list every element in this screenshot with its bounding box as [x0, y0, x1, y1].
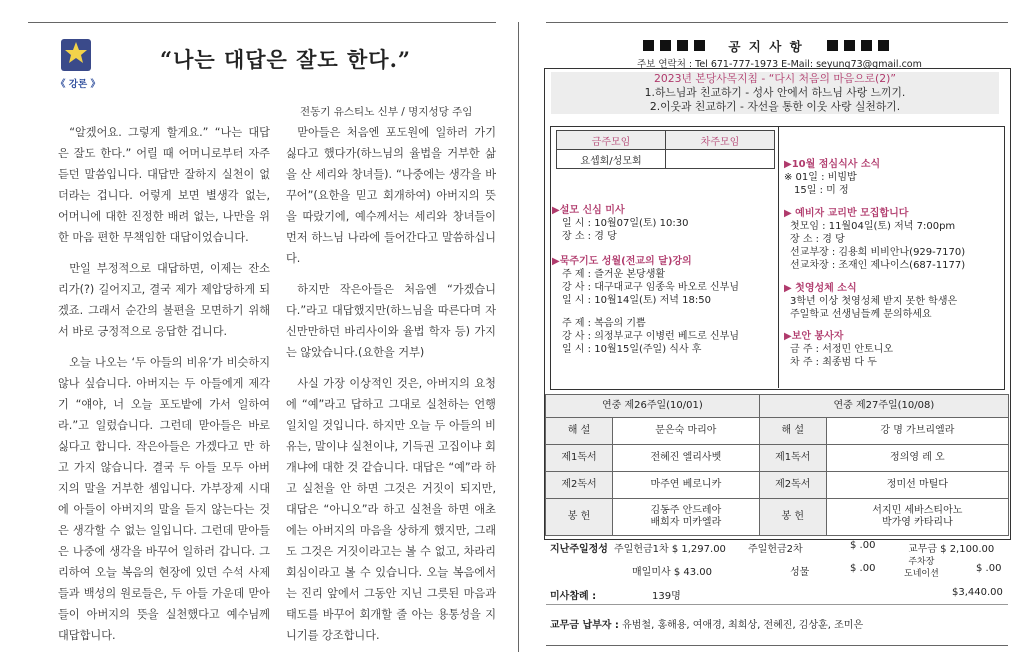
- homily-badge: [56, 38, 100, 90]
- paragraph: 맏아들은 처음엔 포도원에 일하러 가기 싫다고 했다가(하느님의 율법을 거부한 삶을 산 세리와 창녀들). “나중에는 생각을 바꾸어”(요한을 믿고 회개하여) 아버지의 뜻을 따랐기에, 예수께서는 세리와 창녀들이 먼저 하느님 나라에 들어간다고 말씀하십니다.: [286, 126, 496, 265]
- finance-total: $3,440.00: [952, 587, 1003, 598]
- this-week-meeting: 요셉회/성모회: [557, 150, 666, 169]
- paragraph: 오늘 나오는 ‘두 아들의 비유’가 비슷하지 않나 싶습니다. 아버지는 두 아들에게 제각기 “얘야, 너 오늘 포도밭에 가서 일하여라.”고 일렀습니다. 그런데 맏아들은 바로 싫다고 합니다. 작은아들은 가겠다고 만 하고 가지 않습니다. 결국 두 아들 모두 아버지의 말을 거부한 셈입니다. 가부장제 시대에 아들이 아버지의 말을 듣지 않는다는 것은 생각할 수 없는 일입니다. 그런데 맏아들은 나중에 생각을 바꾸어 일하러 갑니다. 그리하여 오늘 복음의 현장에 있던 수석 사제들과 백성의 원로들은, 두 아들 가운데 맏아들이 아버지의 뜻을 실천했다고 예수님께 대답합니다.: [58, 356, 270, 642]
- badge-label: 《 강론 》: [56, 79, 100, 90]
- pastoral-theme: [551, 72, 999, 114]
- row-label: 해 설: [546, 418, 613, 445]
- rosary-row: 강 사 : 의정부교구 이병런 베드로 신부님: [562, 331, 740, 342]
- this-week-meeting-header: 금주모임: [557, 131, 666, 150]
- week1-cell: 마주연 베로니카: [613, 472, 760, 499]
- communion-row: 3학년 이상 첫영성체 받지 못한 학생은: [790, 296, 958, 307]
- bottom-rule-right: [546, 645, 1008, 646]
- next-week-meeting-header: 차주모임: [666, 131, 775, 150]
- lunch-title: ▶10월 점심식사 소식: [784, 159, 881, 170]
- week2-cell: 정미선 마틸다: [826, 472, 1008, 499]
- page-divider: [518, 22, 519, 652]
- notice-title-text: 공 지 사 항: [728, 39, 804, 54]
- row-label: 제1독서: [546, 445, 613, 472]
- table-row: [546, 499, 1009, 536]
- rosary-row: 일 시 : 10월14일(토) 저녁 18:50: [562, 295, 711, 306]
- paragraph: 만일 부정적으로 대답하면, 이제는 잔소리가(?) 길어지고, 결국 제가 제압당하게 되겠죠. 그래서 순간의 불편을 모면하기 위해서 바로 긍정적으로 응답한 겁니다.: [58, 262, 270, 338]
- dues-payers-label: 교무금 납부자 :: [550, 620, 619, 631]
- table-row: [546, 445, 1009, 472]
- star-church-icon: [60, 38, 92, 72]
- announcements-divider: [778, 126, 779, 388]
- row-label: 봉 헌: [546, 499, 613, 536]
- theme-line-1: 2023년 본당사목지침 - “다시 처음의 마음으로(2)”: [654, 72, 896, 85]
- paragraph: “알겠어요. 그렇게 할게요.” “나는 대답은 잘도 한다.” 어릴 때 어머니로부터 자주 듣던 말씀입니다. 대답만 잘하지 실천이 없더라는 겁니다. 어렇게 보면 별생각 없는, 어머니에 대한 진정한 배려 없는, 나만을 위한 마음 편한 무책임한 대답이었습니다.: [58, 126, 270, 244]
- attendance-label: 미사참례 :: [550, 591, 597, 602]
- altar-title: ▶보안 봉사자: [784, 331, 844, 342]
- finance-goods-label: 성물: [790, 567, 810, 578]
- dues-payers: [550, 616, 863, 631]
- week2-cell: 정의영 레 오: [826, 445, 1008, 472]
- communion-title: ▶ 첫영성체 소식: [784, 283, 857, 294]
- finance-sunday1: 주일헌금1차 $ 1,297.00: [614, 544, 726, 555]
- communion-section: [784, 282, 1004, 321]
- liturgy-schedule-table: [545, 394, 1009, 536]
- altar-section: [784, 330, 1004, 369]
- mass-section: [552, 204, 776, 243]
- row-label: 봉 헌: [759, 499, 826, 536]
- next-week-meeting: [666, 150, 775, 169]
- lunch-row: 15일 : 미 정: [794, 185, 849, 196]
- finance-divider: [546, 604, 1008, 605]
- mass-row: 일 시 : 10월07일(토) 10:30: [562, 218, 689, 229]
- altar-row: 금 주 : 서정민 안토니오: [790, 344, 894, 355]
- week2-header: 연중 제27주일(10/08): [759, 395, 1008, 418]
- rosary-row: 주 제 : 복음의 기쁨: [562, 318, 646, 329]
- row-label: 해 설: [759, 418, 826, 445]
- catechism-title: ▶ 예비자 교리반 모집합니다: [784, 208, 909, 219]
- mass-row: 장 소 : 경 당: [562, 231, 617, 242]
- catechism-row: 선교차장 : 조재인 제나이스(687-1177): [790, 260, 966, 271]
- dues-payers-list: 유범철, 홍해용, 여애경, 최희상, 전혜진, 김상훈, 조미은: [622, 620, 864, 631]
- row-label: 제1독서: [759, 445, 826, 472]
- notice-title: [640, 37, 892, 55]
- finance-daily-mass: 매일미사 $ 43.00: [632, 567, 712, 578]
- homily-title: “나는 대답은 잘도 한다.”: [160, 47, 411, 72]
- catechism-row: 장 소 : 경 당: [790, 234, 845, 245]
- homily-column-2: [286, 122, 496, 656]
- mass-title: ▶설모 신심 미사: [552, 205, 625, 216]
- rosary-row: 주 제 : 즐거운 본당생활: [562, 269, 666, 280]
- lunch-section: [784, 158, 1004, 197]
- table-row: [546, 472, 1009, 499]
- paragraph: 하지만 작은아들은 처음엔 “가겠습니다.”라고 대답했지만(하느님을 따른다며 자신만만하던 바리사이와 율법 학자 등) 가지는 않았습니다.(요한을 거부): [286, 283, 496, 359]
- parking-label-1: 주차장: [908, 557, 935, 567]
- homily-author: 전동기 유스티노 신부 / 명지성당 주임: [300, 106, 473, 118]
- week2-cell: 서지민 세바스티아노 박가영 카타리나: [826, 499, 1008, 536]
- finance-label: 지난주일정성: [550, 544, 608, 555]
- table-row: [546, 418, 1009, 445]
- attendance-value: 139명: [652, 591, 681, 602]
- week1-cell: 문은숙 마리아: [613, 418, 760, 445]
- top-rule-left: [28, 22, 496, 23]
- catechism-section: [784, 207, 1004, 272]
- catechism-row: 첫모임 : 11월04일(토) 저녁 7:00pm: [790, 221, 956, 232]
- finance-goods-value: $ .00: [850, 563, 876, 574]
- row-label: 제2독서: [546, 472, 613, 499]
- homily-column-1: [58, 122, 270, 656]
- rosary-row: 강 사 : 대구대교구 임종욱 바오로 신부님: [562, 282, 740, 293]
- finance-parking: [904, 556, 939, 580]
- contact-info: 주보 연락처 : Tel 671-777-1973 E-Mail: seyung73@gmail.com: [637, 59, 922, 70]
- theme-line-2: 1.하느님과 친교하기 - 성사 안에서 하느님 사랑 느끼기.: [644, 86, 906, 99]
- paragraph: 사실 가장 이상적인 것은, 아버지의 요청에 “예”라고 답하고 그대로 실천하는 언행일치일 것입니다. 하지만 오늘 두 아들의 비유는, 말이냐 실천이냐, 기득권 고집이냐 회개냐에 대한 것 같습니다. 대답은 “예”라 하고 실천을 안 하면 그것은 거짓이 되지만, 대답은 “아니오”라 하고 실천을 하면 애초에는 아버지의 마음을 상하게 했지만, 그래도 그것은 거짓이라고는 볼 수 없고, 차라리 회심이라고 볼 수 있습니다. 오늘 복음에서는 진리 앞에서 그동안 지닌 그릇된 마음과 태도를 바꾸어 회개할 줄 아는 용통성을 지니기를 강조합니다.: [286, 377, 496, 642]
- row-label: 제2독서: [759, 472, 826, 499]
- finance-sunday2-value: $ .00: [850, 540, 876, 551]
- finance-parking-value: $ .00: [976, 563, 1002, 574]
- week1-cell: 전혜진 엘리사벳: [613, 445, 760, 472]
- meeting-table: [556, 130, 775, 169]
- parking-label-2: 도네이션: [904, 569, 939, 579]
- catechism-row: 선교부장 : 김용희 비비안나(929-7170): [790, 247, 966, 258]
- week1-header: 연중 제26주일(10/01): [546, 395, 760, 418]
- altar-row: 차 주 : 최종범 다 두: [790, 357, 877, 368]
- communion-row: 주일학교 선생님들께 문의하세요: [790, 309, 932, 320]
- finance-dues: 교무금 $ 2,100.00: [908, 544, 995, 555]
- top-rule-right: [546, 22, 1008, 23]
- theme-line-3: 2.이웃과 친교하기 - 자선을 통한 이웃 사랑 실천하기.: [649, 100, 901, 113]
- rosary-row: 일 시 : 10월15일(주일) 식사 후: [562, 344, 702, 355]
- week2-cell: 강 명 가브리엘라: [826, 418, 1008, 445]
- rosary-section: [552, 255, 776, 356]
- finance-sunday2-label: 주일헌금2차: [748, 544, 803, 555]
- lunch-row: ※ 01일 : 비빔밥: [784, 172, 857, 183]
- rosary-title: ▶묵주기도 성월(전교의 달)강의: [552, 256, 692, 267]
- week1-cell: 김동주 안드레아 배희자 미카엘라: [613, 499, 760, 536]
